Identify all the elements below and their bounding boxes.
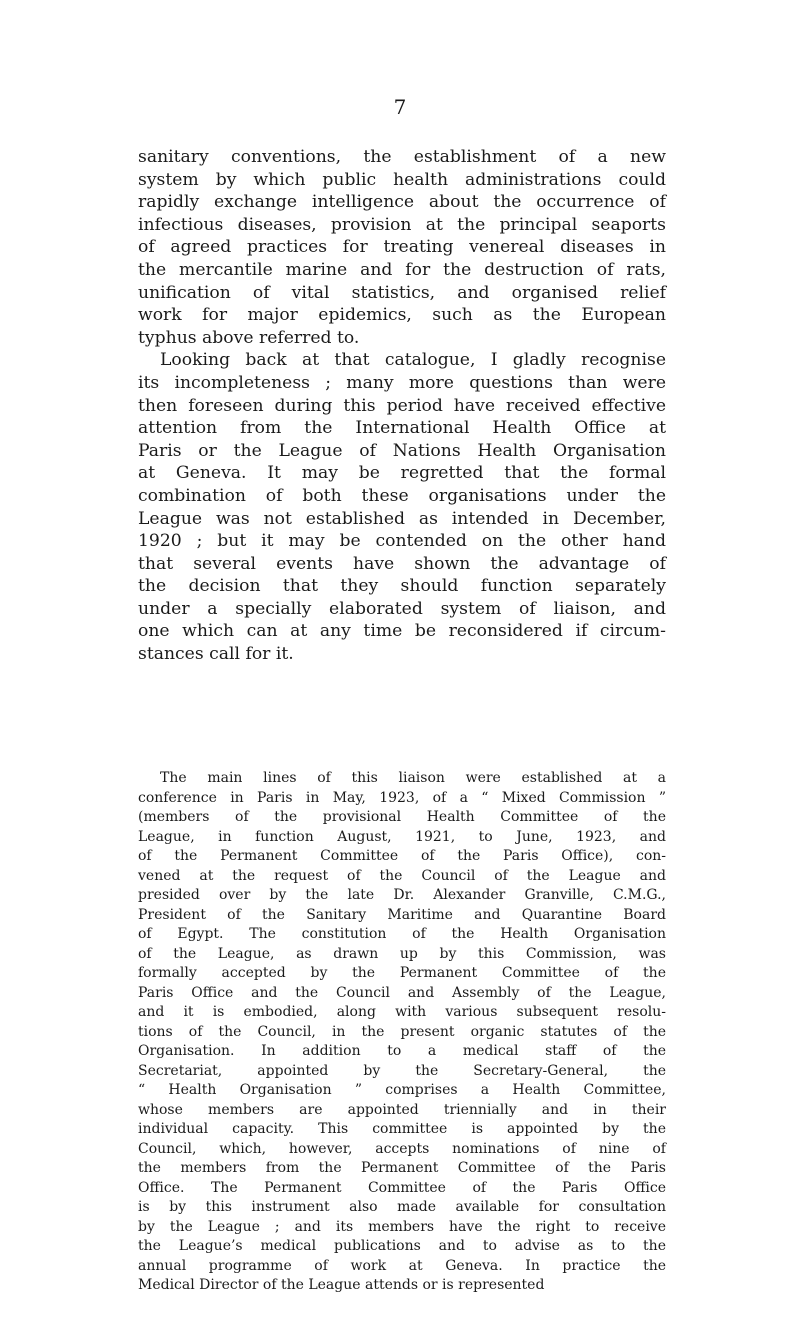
text-line: (members of the provisional Health Committee of the — [138, 809, 666, 825]
text-line: League, in function August, 1921, to June, 1923, and — [138, 828, 666, 845]
text-line: infectious diseases, provision at the principal seaports — [138, 214, 666, 235]
text-line: unification of vital statistics, and organised relief — [138, 282, 666, 303]
text-line: League was not established as intended in December, — [138, 508, 666, 529]
text-line: President of the Sanitary Maritime and Quarantine Board — [138, 906, 666, 923]
text-line: by the League ; and its members have the right to receive — [138, 1218, 666, 1235]
text-line: tions of the Council, in the present organic statutes of the — [138, 1023, 666, 1040]
text-line: presided over by the late Dr. Alexander Granville, C.M.G., — [138, 887, 666, 903]
text-line: under a specially elaborated system of liaison, and — [138, 598, 666, 619]
main-text-block — [138, 146, 666, 666]
text-line: the members from the Permanent Committee of the Paris — [138, 1160, 666, 1176]
text-line: 1920 ; but it may be contended on the other hand — [138, 531, 666, 552]
text-line: the League’s medical publications and to advise as to the — [138, 1238, 666, 1254]
text-line: at Geneva. It may be regretted that the formal — [138, 463, 666, 484]
text-line: and it is embodied, along with various subsequent resolu- — [138, 1004, 666, 1020]
page-number: 7 — [393, 95, 407, 119]
text-line: individual capacity. This committee is appointed by the — [138, 1121, 666, 1137]
note-text-block — [138, 769, 666, 1296]
text-line: annual programme of work at Geneva. In practice the — [138, 1257, 666, 1274]
text-line: Council, which, however, accepts nominations of nine of — [138, 1140, 666, 1157]
text-line: Office. The Permanent Committee of the Paris Office — [138, 1179, 666, 1196]
text-line: vened at the request of the Council of the League and — [138, 867, 666, 884]
text-line: typhus above referred to. — [138, 327, 360, 348]
text-line: Organisation. In addition to a medical staff of the — [138, 1043, 666, 1059]
text-line: formally accepted by the Permanent Committee of the — [138, 965, 666, 981]
text-line: sanitary conventions, the establishment of a new — [138, 147, 666, 167]
text-line: stances call for it. — [138, 644, 294, 665]
text-line: then foreseen during this period have received effective — [138, 395, 666, 416]
text-line: Paris or the League of Nations Health Organisation — [138, 440, 666, 461]
text-line: of the Permanent Committee of the Paris Office), con- — [138, 848, 666, 864]
text-line: its incompleteness ; many more questions than were — [138, 372, 666, 393]
text-line: of Egypt. The constitution of the Health Organisation — [138, 926, 666, 942]
text-line: whose members are appointed triennially and in their — [138, 1101, 666, 1118]
text-line: rapidly exchange intelligence about the occurrence of — [138, 192, 666, 213]
text-line: Secretariat, appointed by the Secretary-General, the — [138, 1062, 666, 1079]
text-line: work for major epidemics, such as the European — [138, 305, 666, 326]
text-line: Paris Office and the Council and Assembly of the League, — [138, 984, 666, 1001]
text-line: of the League, as drawn up by this Commission, was — [138, 945, 666, 962]
text-line: conference in Paris in May, 1923, of a “ Mixed Commission ” — [138, 789, 666, 806]
text-line: one which can at any time be reconsidered if circum- — [138, 621, 666, 642]
text-line: that several events have shown the advantage of — [138, 553, 666, 574]
text-line: the decision that they should function separately — [138, 576, 666, 597]
paragraph-start-line: Looking back at that catalogue, I gladly recognise — [160, 350, 666, 371]
text-line: system by which public health administrations could — [138, 169, 666, 190]
paragraph-start-line: The main lines of this liaison were established at a — [160, 770, 666, 786]
text-line: attention from the International Health Office at — [138, 418, 666, 439]
text-line: combination of both these organisations under the — [138, 485, 666, 506]
text-line: of agreed practices for treating venereal diseases in — [138, 237, 666, 258]
text-line: Medical Director of the League attends or is represented — [138, 1277, 545, 1293]
text-line: “ Health Organisation ” comprises a Health Committee, — [138, 1082, 666, 1098]
text-line: the mercantile marine and for the destruction of rats, — [138, 259, 666, 280]
text-line: is by this instrument also made available for consultation — [138, 1199, 666, 1215]
